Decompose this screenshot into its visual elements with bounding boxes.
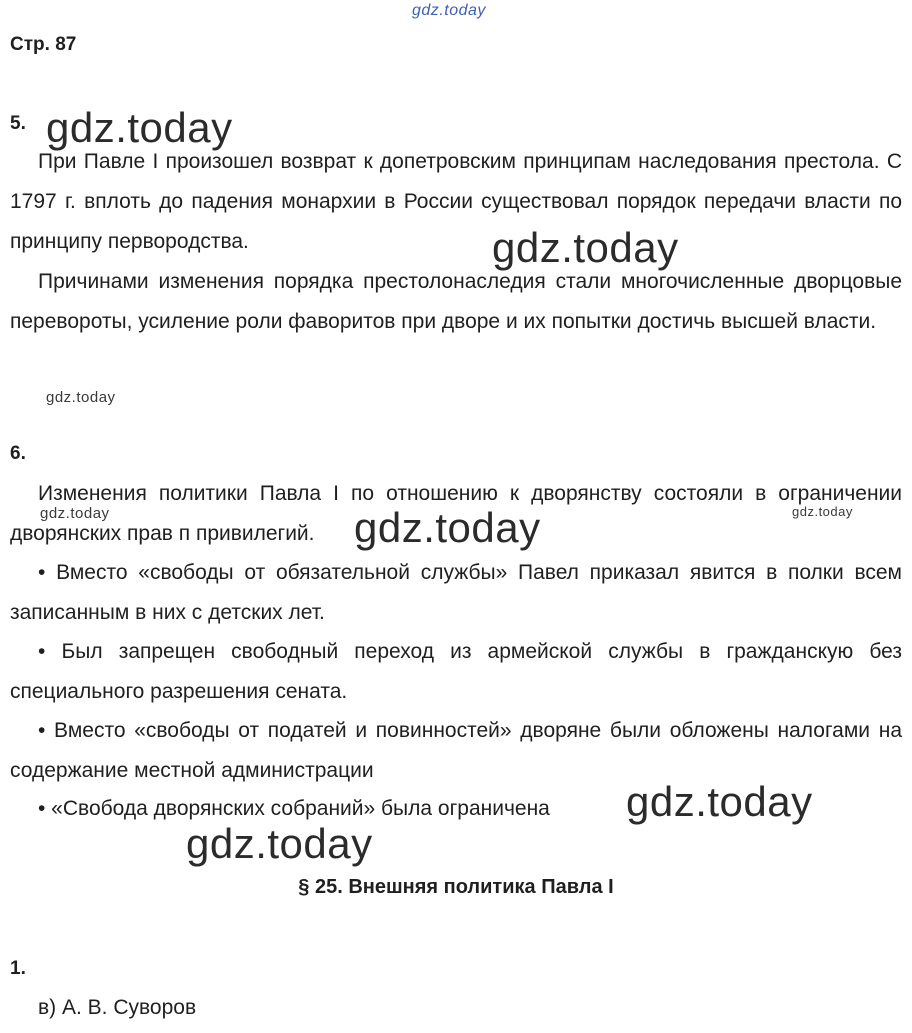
task6-bullet-4: • «Свобода дворянских собраний» была ограничена	[38, 797, 550, 820]
task-number-5: 5.	[10, 113, 26, 134]
watermark-top: gdz.today	[412, 2, 486, 19]
watermark-large: gdz.today	[626, 778, 813, 825]
task6-bullet-2: • Был запрещен свободный переход из армейской службы в гражданскую без специального разрешения сената.	[10, 640, 902, 703]
watermark-small: gdz.today	[46, 389, 116, 406]
task6-paragraph-1: Изменения политики Павла I по отношению к дворянству состояли в ограничении дворянских прав п привилегий.	[10, 482, 902, 545]
watermark-large: gdz.today	[354, 504, 541, 551]
task-number-6: 6.	[10, 443, 26, 464]
watermark-large: gdz.today	[46, 104, 233, 151]
task6-bullet-3: • Вместо «свободы от податей и повинностей» дворяне были обложены налогами на содержание местной администрации	[10, 719, 902, 782]
section-title: § 25. Внешняя политика Павла I	[298, 876, 614, 898]
task1-answer: в) А. В. Суворов	[38, 996, 197, 1019]
watermark-large: gdz.today	[492, 224, 679, 271]
watermark-large: gdz.today	[186, 820, 373, 867]
watermark-small: gdz.today	[40, 505, 110, 522]
page-label: Стр. 87	[10, 34, 77, 55]
task-number-1: 1.	[10, 958, 26, 979]
watermark-small: gdz.today	[792, 504, 853, 519]
task6-bullet-1: • Вместо «свободы от обязательной службы» Павел приказал явится в полки всем записанным в них с детских лет.	[10, 561, 902, 624]
task5-paragraph-1: При Павле I произошел возврат к допетровским принципам наследования престола. С 1797 г. вплоть до падения монархии в России существовал порядок передачи власти по принципу первородства.	[10, 150, 902, 253]
task5-paragraph-2: Причинами изменения порядка престолонаследия стали многочисленные дворцовые перевороты, усиление роли фаворитов при дворе и их попытки достичь высшей власти.	[10, 270, 902, 333]
